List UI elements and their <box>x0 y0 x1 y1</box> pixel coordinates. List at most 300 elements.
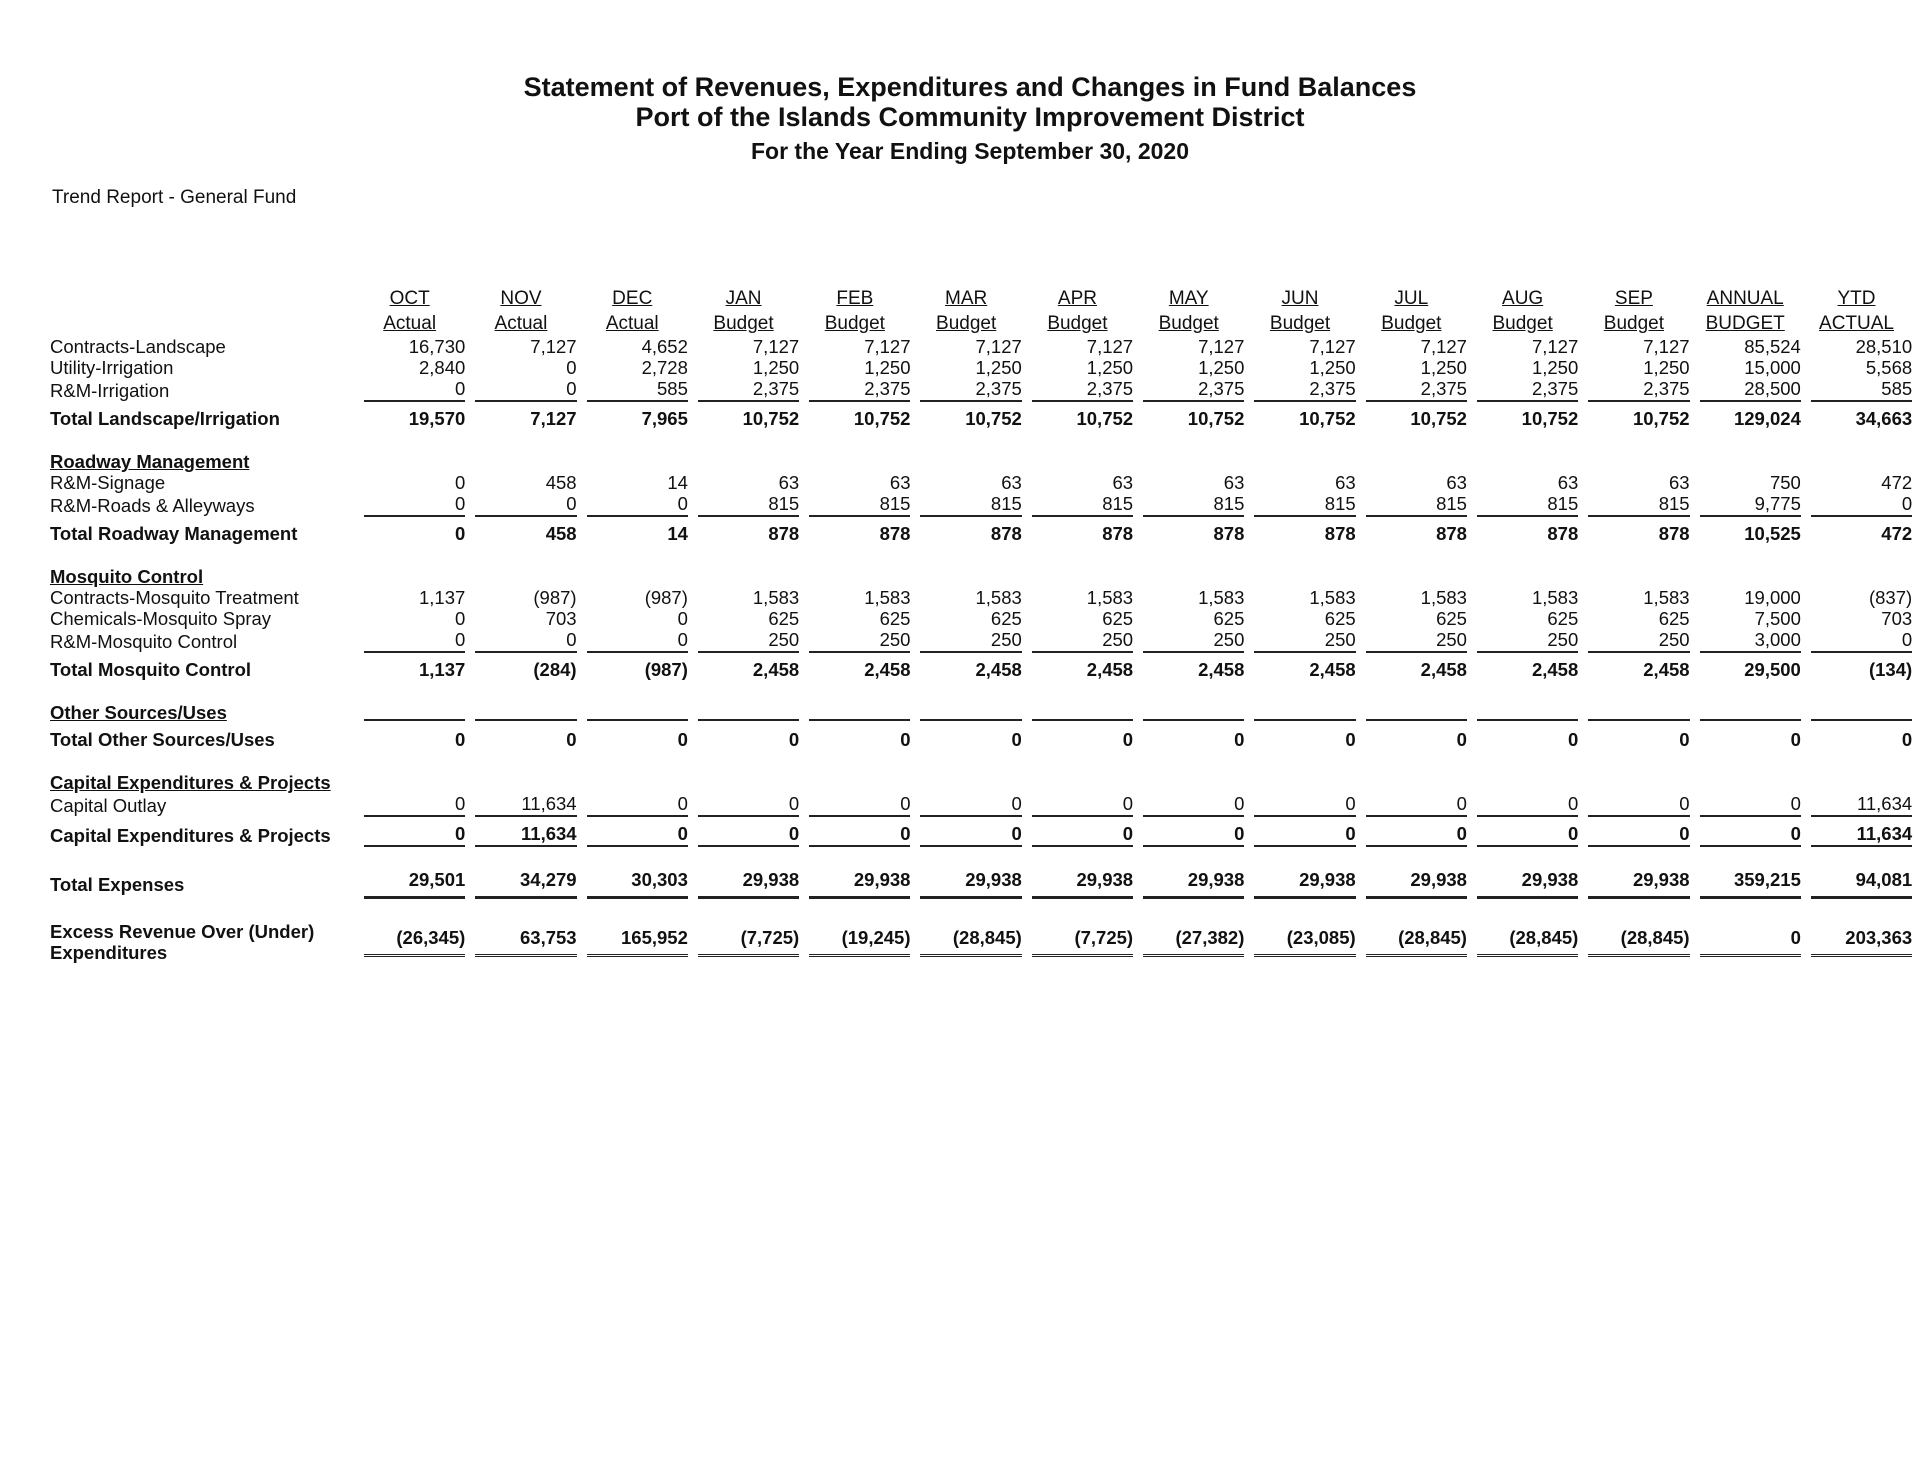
value: 29,938 <box>1477 869 1578 899</box>
value: 7,127 <box>1198 336 1245 357</box>
column-header-bottom: BUDGET <box>1705 313 1785 334</box>
value-cell <box>799 817 910 847</box>
value-cell <box>688 793 799 817</box>
value-cell <box>354 472 465 493</box>
value: 250 <box>1032 629 1133 653</box>
value <box>920 566 1021 587</box>
value-cell <box>1801 587 1912 608</box>
value: 29,500 <box>1744 659 1801 680</box>
value <box>475 772 576 793</box>
total-row <box>50 817 1912 847</box>
row-label <box>50 587 354 608</box>
value-cell <box>1356 402 1467 429</box>
value-cell <box>799 629 910 653</box>
value-cell <box>1022 336 1133 357</box>
value: 10,752 <box>1187 408 1245 429</box>
value-cell <box>465 493 576 517</box>
value-cell <box>354 702 465 723</box>
value <box>1811 451 1912 472</box>
value <box>698 705 799 721</box>
value <box>1477 705 1578 721</box>
value: 10,752 <box>1076 408 1134 429</box>
value-cell <box>1467 793 1578 817</box>
value-cell <box>688 587 799 608</box>
value: 63,753 <box>475 927 576 957</box>
value: 11,634 <box>475 793 576 817</box>
value-cell <box>1801 869 1912 899</box>
value-cell <box>1578 517 1689 544</box>
row-label <box>50 608 354 629</box>
value-cell <box>1801 451 1912 472</box>
value-cell <box>1133 587 1244 608</box>
value: 2,375 <box>1366 378 1467 402</box>
value-cell <box>1022 772 1133 793</box>
value-cell <box>1133 378 1244 402</box>
value: 878 <box>1658 523 1690 544</box>
value <box>364 451 465 472</box>
value: 7,127 <box>1309 336 1356 357</box>
value <box>364 705 465 721</box>
value-cell <box>354 921 465 963</box>
value-cell <box>1356 629 1467 653</box>
value-cell <box>1356 336 1467 357</box>
value: 85,524 <box>1744 336 1801 357</box>
value-cell <box>688 702 799 723</box>
value: 10,752 <box>1632 408 1690 429</box>
row-label <box>50 517 354 544</box>
value: 472 <box>1881 523 1913 544</box>
value: 1,250 <box>864 357 911 378</box>
value-cell <box>1467 608 1578 629</box>
value-cell <box>910 723 1021 750</box>
value: 0 <box>587 823 688 847</box>
value-cell <box>1578 869 1689 899</box>
value: 63 <box>1112 472 1134 493</box>
value-cell <box>910 608 1021 629</box>
value: 29,938 <box>1254 869 1355 899</box>
column-header-bottom: Budget <box>1381 313 1442 334</box>
value <box>1811 566 1912 587</box>
value-cell <box>1467 817 1578 847</box>
value: 815 <box>1143 493 1244 517</box>
value-cell <box>1690 566 1801 587</box>
value-cell <box>1578 472 1689 493</box>
value-cell <box>1578 357 1689 378</box>
value <box>1143 451 1244 472</box>
value-cell <box>799 402 910 429</box>
value: (28,845) <box>1366 927 1467 957</box>
column-header-top: OCT <box>389 288 430 309</box>
row-label <box>50 772 354 793</box>
value <box>1366 772 1467 793</box>
value-cell <box>910 772 1021 793</box>
value: 1,583 <box>864 587 911 608</box>
value <box>475 705 576 721</box>
value: 2,458 <box>1420 659 1467 680</box>
value-cell <box>1467 336 1578 357</box>
value-cell <box>1022 921 1133 963</box>
value-cell <box>465 517 576 544</box>
value-cell <box>354 793 465 817</box>
value: 29,938 <box>920 869 1021 899</box>
value-cell <box>1133 793 1244 817</box>
value-cell <box>577 357 688 378</box>
value: 7,127 <box>975 336 1022 357</box>
value-cell <box>1356 493 1467 517</box>
value-cell <box>577 566 688 587</box>
section-header-row <box>50 772 1912 793</box>
value <box>698 566 799 587</box>
value-cell <box>1467 702 1578 723</box>
value-cell <box>1244 869 1355 899</box>
value: 0 <box>455 608 466 629</box>
value-cell <box>1467 869 1578 899</box>
value <box>587 451 688 472</box>
value: 7,127 <box>1643 336 1690 357</box>
column-header <box>910 286 1021 336</box>
value-cell <box>910 357 1021 378</box>
value-cell <box>1467 566 1578 587</box>
value-cell <box>910 378 1021 402</box>
column-header-top: ANNUAL <box>1706 288 1784 309</box>
value: 0 <box>455 523 466 544</box>
value: 878 <box>990 523 1022 544</box>
value: 7,127 <box>530 336 577 357</box>
value-cell <box>1578 921 1689 963</box>
column-header-bottom: Budget <box>1047 313 1108 334</box>
value: 0 <box>364 629 465 653</box>
value: 2,375 <box>809 378 910 402</box>
value: 7,127 <box>864 336 911 357</box>
value-cell <box>910 587 1021 608</box>
value-cell <box>1690 723 1801 750</box>
column-header-bottom: Budget <box>1158 313 1219 334</box>
value-cell <box>1356 357 1467 378</box>
value: 625 <box>768 608 800 629</box>
value-cell <box>354 378 465 402</box>
value-cell <box>1244 629 1355 653</box>
value-cell <box>1467 653 1578 680</box>
value: 458 <box>545 472 577 493</box>
value-cell <box>1690 451 1801 472</box>
value: 703 <box>1881 608 1913 629</box>
value-cell <box>1467 517 1578 544</box>
value: 2,728 <box>641 357 688 378</box>
value: 0 <box>1122 729 1134 750</box>
value: 129,024 <box>1733 408 1801 429</box>
value: 625 <box>1213 608 1245 629</box>
value-cell <box>1022 653 1133 680</box>
value: 250 <box>809 629 910 653</box>
value-cell <box>577 587 688 608</box>
value-cell <box>1801 653 1912 680</box>
row-label-text: Total Other Sources/Uses <box>50 729 275 750</box>
value-cell <box>1022 587 1133 608</box>
value-cell <box>1133 629 1244 653</box>
value-cell <box>688 336 799 357</box>
value <box>587 772 688 793</box>
column-header-top: JUN <box>1281 288 1319 309</box>
value: 28,500 <box>1700 378 1801 402</box>
column-header <box>1022 286 1133 336</box>
value-cell <box>688 517 799 544</box>
column-header <box>799 286 910 336</box>
value-cell <box>1467 493 1578 517</box>
value: 1,250 <box>1643 357 1690 378</box>
value <box>1700 705 1801 721</box>
column-header <box>1578 286 1689 336</box>
row-label <box>50 869 354 899</box>
value: 0 <box>900 729 911 750</box>
financial-table <box>50 286 1912 963</box>
value-cell <box>465 772 576 793</box>
value <box>475 566 576 587</box>
value-cell <box>1467 921 1578 963</box>
column-header <box>577 286 688 336</box>
row-spacer <box>50 847 1912 869</box>
row-label-text: Contracts-Landscape <box>50 336 226 357</box>
column-header-top: AUG <box>1502 288 1544 309</box>
value-cell <box>1578 653 1689 680</box>
row-label <box>50 402 354 429</box>
value: 878 <box>1436 523 1467 544</box>
value-cell <box>799 793 910 817</box>
value: 0 <box>1567 729 1579 750</box>
value-cell <box>577 702 688 723</box>
row-label <box>50 793 354 817</box>
column-header-bottom: Actual <box>383 313 437 334</box>
value: 2,375 <box>1032 378 1133 402</box>
value <box>920 705 1021 721</box>
value: 0 <box>1700 793 1801 817</box>
table-row <box>50 336 1912 357</box>
value <box>1588 451 1689 472</box>
value: 0 <box>1254 823 1355 847</box>
column-header <box>1690 286 1801 336</box>
value: 0 <box>1790 729 1801 750</box>
value: 0 <box>455 472 466 493</box>
value: 0 <box>1700 823 1801 847</box>
value: 585 <box>1811 378 1912 402</box>
value-cell <box>1467 723 1578 750</box>
value-cell <box>465 472 576 493</box>
value <box>1700 451 1801 472</box>
row-label <box>50 336 354 357</box>
table-row <box>50 587 1912 608</box>
value-cell <box>1690 608 1801 629</box>
value-cell <box>465 869 576 899</box>
value-cell <box>1022 493 1133 517</box>
value-cell <box>465 336 576 357</box>
value: 0 <box>1032 823 1133 847</box>
value: 1,250 <box>1086 357 1134 378</box>
value-cell <box>465 566 576 587</box>
value-cell <box>577 378 688 402</box>
value: 625 <box>1547 608 1579 629</box>
value: (837) <box>1868 587 1913 608</box>
value: 10,752 <box>1299 408 1356 429</box>
value-cell <box>465 378 576 402</box>
value: 815 <box>1254 493 1355 517</box>
value-cell <box>1690 357 1801 378</box>
value-cell <box>1801 723 1912 750</box>
value: (7,725) <box>698 927 799 957</box>
row-label-text: Excess Revenue Over (Under) <box>50 921 315 942</box>
value <box>1588 705 1689 721</box>
section-header-row <box>50 451 1912 472</box>
column-header-top: YTD <box>1837 288 1876 309</box>
value-cell <box>910 517 1021 544</box>
row-label-text: Total Landscape/Irrigation <box>50 408 280 429</box>
value-cell <box>1356 608 1467 629</box>
total-row <box>50 402 1912 429</box>
value-cell <box>354 493 465 517</box>
row-label <box>50 566 354 587</box>
value <box>809 566 910 587</box>
value-cell <box>910 493 1021 517</box>
value-cell <box>1133 772 1244 793</box>
value-cell <box>465 629 576 653</box>
value: (987) <box>533 587 577 608</box>
report-period: For the Year Ending September 30, 2020 <box>750 138 1190 164</box>
value: 1,250 <box>1309 357 1356 378</box>
value-cell <box>688 817 799 847</box>
column-header-bottom: Budget <box>824 313 885 334</box>
value-cell <box>1244 921 1355 963</box>
value-cell <box>1356 793 1467 817</box>
value: 15,000 <box>1744 357 1801 378</box>
value-cell <box>1133 336 1244 357</box>
value: 0 <box>1254 793 1355 817</box>
value-cell <box>1133 493 1244 517</box>
row-label <box>50 702 354 723</box>
value-cell <box>1022 357 1133 378</box>
value: 10,752 <box>742 408 800 429</box>
value-cell <box>577 608 688 629</box>
column-header-bottom: Actual <box>494 313 548 334</box>
value <box>1032 451 1133 472</box>
value: 7,500 <box>1754 608 1801 629</box>
column-header-top: JUL <box>1394 288 1429 309</box>
value-cell <box>1244 702 1355 723</box>
value: 0 <box>1366 793 1467 817</box>
row-spacer <box>50 544 1912 566</box>
value: 94,081 <box>1811 869 1912 899</box>
column-header-bottom: Budget <box>1269 313 1331 334</box>
value-cell <box>1690 653 1801 680</box>
value-cell <box>799 921 910 963</box>
value-cell <box>1467 472 1578 493</box>
value <box>1366 566 1467 587</box>
value-cell <box>688 493 799 517</box>
value: 250 <box>1254 629 1355 653</box>
value-cell <box>1133 921 1244 963</box>
value-cell <box>1022 472 1133 493</box>
value: 0 <box>566 357 577 378</box>
value-cell <box>1578 566 1689 587</box>
row-spacer <box>50 899 1912 921</box>
column-header <box>688 286 799 336</box>
value-cell <box>465 608 576 629</box>
value-cell <box>1022 817 1133 847</box>
value <box>475 451 576 472</box>
value: (987) <box>644 587 688 608</box>
value <box>1477 566 1578 587</box>
value: 29,938 <box>1032 869 1133 899</box>
value-cell <box>799 336 910 357</box>
row-label-text: Total Mosquito Control <box>50 659 252 680</box>
value: 0 <box>809 793 910 817</box>
table-row <box>50 472 1912 493</box>
value-cell <box>1244 772 1355 793</box>
row-label <box>50 921 354 963</box>
value: 0 <box>1811 629 1912 653</box>
report-label: Trend Report - General Fund <box>52 187 297 208</box>
value-cell <box>799 772 910 793</box>
value-cell <box>1244 817 1355 847</box>
value: 7,127 <box>1086 336 1134 357</box>
value: 29,938 <box>1366 869 1467 899</box>
row-spacer <box>50 429 1912 451</box>
value: 250 <box>920 629 1021 653</box>
value-cell <box>688 566 799 587</box>
value-cell <box>1467 357 1578 378</box>
value-cell <box>354 402 465 429</box>
value-cell <box>1690 772 1801 793</box>
value-cell <box>1133 653 1244 680</box>
value-cell <box>910 921 1021 963</box>
value: 2,458 <box>1643 659 1690 680</box>
row-label-text: R&M-Roads & Alleyways <box>50 494 255 516</box>
header-spacer <box>50 286 354 336</box>
value-cell <box>1690 793 1801 817</box>
value: 11,634 <box>475 823 576 847</box>
column-header <box>1133 286 1244 336</box>
value <box>1143 772 1244 793</box>
value <box>809 772 910 793</box>
value: 10,525 <box>1744 523 1801 544</box>
value-cell <box>688 608 799 629</box>
value: (7,725) <box>1032 927 1133 957</box>
value-cell <box>688 921 799 963</box>
value-cell <box>1022 608 1133 629</box>
column-header <box>465 286 576 336</box>
column-header <box>1467 286 1578 336</box>
value-cell <box>1356 702 1467 723</box>
row-label-text: R&M-Mosquito Control <box>50 630 238 652</box>
value: 1,250 <box>975 357 1022 378</box>
value <box>364 566 465 587</box>
value: 0 <box>809 823 910 847</box>
value-cell <box>1801 608 1912 629</box>
column-header-row <box>50 286 1912 336</box>
value-cell <box>910 869 1021 899</box>
value-cell <box>577 336 688 357</box>
value: 2,458 <box>1198 659 1245 680</box>
value: 0 <box>364 493 465 517</box>
column-header <box>1356 286 1467 336</box>
value-cell <box>688 402 799 429</box>
value: 1,583 <box>1198 587 1245 608</box>
value: 878 <box>1324 523 1356 544</box>
value: 1,250 <box>1531 357 1579 378</box>
value-cell <box>1133 869 1244 899</box>
value-cell <box>577 772 688 793</box>
value: 250 <box>1477 629 1578 653</box>
value <box>698 772 799 793</box>
value-cell <box>799 472 910 493</box>
value-cell <box>910 451 1021 472</box>
